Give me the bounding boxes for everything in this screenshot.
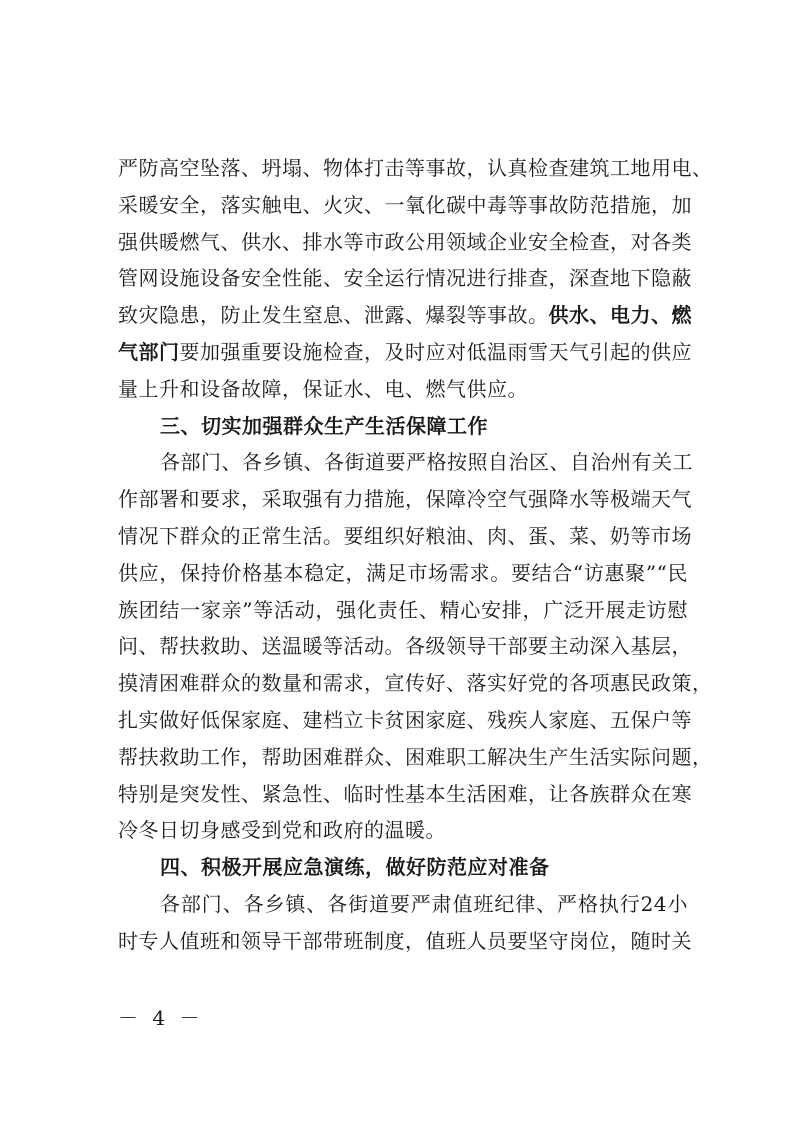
section-heading: 三、切实加强群众生产生活保障工作 — [160, 413, 488, 438]
body-line — [118, 334, 692, 371]
body-line: 采暖安全，落实触电、火灾、一氧化碳中毒等事故防范措施，加 — [118, 192, 692, 217]
body-line: 严防高空坠落、坍塌、物体打击等事故，认真检查建筑工地用电、 — [118, 156, 713, 180]
emphasis-text: 供水、电力、燃 — [548, 303, 692, 328]
body-line: 冷冬日切身感受到党和政府的温暖。 — [118, 818, 446, 843]
body-text: 致灾隐患，防止发生窒息、泄露、爆裂等事故。 — [118, 303, 549, 328]
emphasis-text: 气部门 — [118, 339, 180, 364]
body-line: 情况下群众的正常生活。要组织好粮油、肉、蛋、菜、奶等市场 — [118, 523, 692, 548]
body-line — [118, 297, 692, 334]
body-line: 特别是突发性、紧急性、临时性基本生活困难，让各族群众在寒 — [118, 781, 692, 806]
body-line: 管网设施设备安全性能、安全运行情况进行排查，深查地下隐蔽 — [118, 266, 692, 291]
body-line: 量上升和设备故障，保证水、电、燃气供应。 — [118, 376, 528, 401]
body-line: 族团结一家亲”等活动，强化责任、精心安排，广泛开展走访慰 — [118, 597, 688, 622]
body-line: 时专人值班和领导干部带班制度，值班人员要坚守岗位，随时关 — [118, 928, 692, 953]
body-line: 扎实做好低保家庭、建档立卡贫困家庭、残疾人家庭、五保户等 — [118, 707, 692, 732]
body-line: 摸清困难群众的数量和需求，宣传好、落实好党的各项惠民政策， — [118, 671, 713, 696]
body-line: 各部门、各乡镇、各街道要严肃值班纪律、严格执行24小 — [160, 891, 688, 916]
body-line: 各部门、各乡镇、各街道要严格按照自治区、自治州有关工 — [160, 450, 693, 475]
body-line: 供应，保持价格基本稳定，满足市场需求。要结合“访惠聚”“民 — [118, 560, 688, 585]
page-number: － 4 － — [118, 1006, 204, 1030]
body-line: 作部署和要求，采取强有力措施，保障冷空气强降水等极端天气 — [118, 487, 692, 512]
body-text: 要加强重要设施检查，及时应对低温雨雪天气引起的供应 — [179, 339, 692, 364]
document-body — [118, 150, 713, 960]
body-line: 问、帮扶救助、送温暖等活动。各级领导干部要主动深入基层， — [118, 634, 692, 659]
body-line: 帮扶救助工作，帮助困难群众、困难职工解决生产生活实际问题， — [118, 744, 713, 769]
body-line: 强供暖燃气、供水、排水等市政公用领域企业安全检查，对各类 — [118, 229, 692, 254]
section-heading: 四、积极开展应急演练，做好防范应对准备 — [160, 855, 550, 880]
